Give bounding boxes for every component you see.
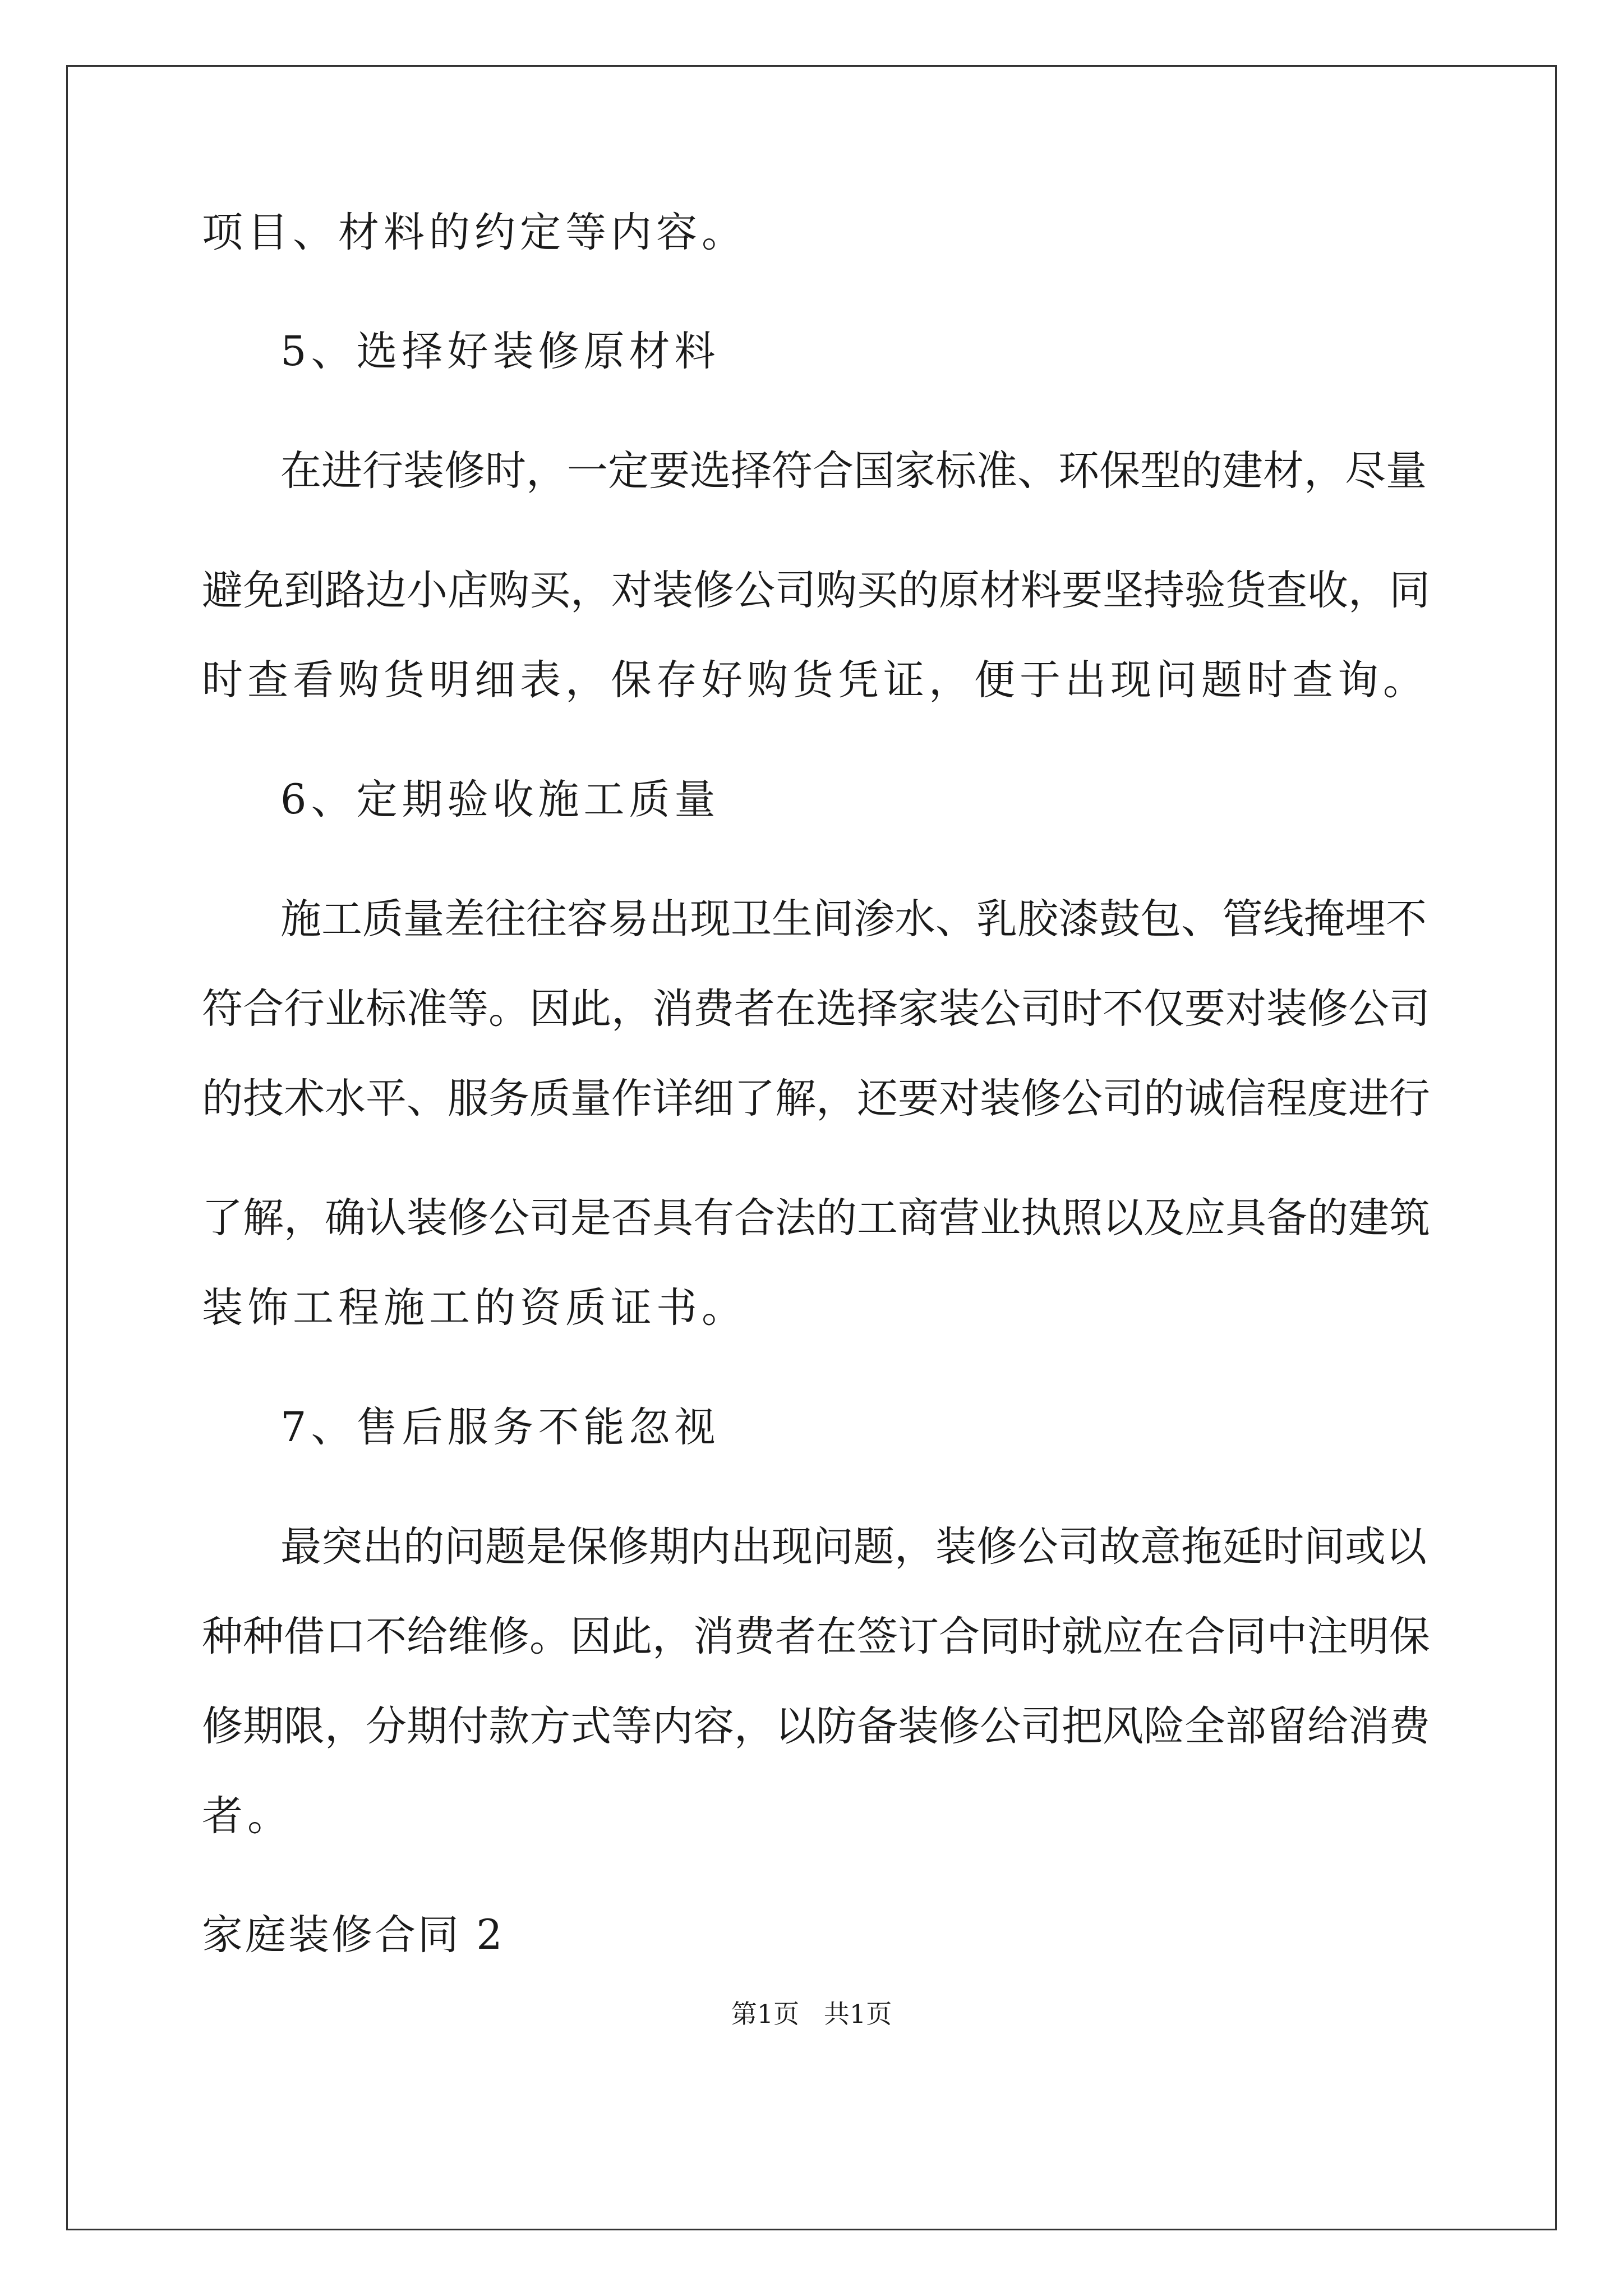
text-line: 种种借口不给维修。因此，消费者在签订合同时就应在合同中注明保 bbox=[202, 1613, 1430, 1660]
page-number: 第1页 共1页 bbox=[731, 1999, 892, 2029]
text-line: 项目、材料的约定等内容。 bbox=[202, 209, 747, 256]
text-line: 修期限，分期付款方式等内容，以防备装修公司把风险全部留给消费 bbox=[202, 1703, 1430, 1750]
section-heading: 5、选择好装修原材料 bbox=[280, 328, 720, 375]
text-line: 施工质量差往往容易出现卫生间渗水、乳胶漆鼓包、管线掩埋不 bbox=[280, 895, 1427, 943]
text-line: 时查看购货明细表，保存好购货凭证，便于出现问题时查询。 bbox=[202, 656, 1428, 704]
text-line: 者。 bbox=[202, 1792, 293, 1840]
document-title: 家庭装修合同 2 bbox=[202, 1911, 505, 1959]
text-line: 避免到路边小店购买，对装修公司购买的原材料要坚持验货查收，同 bbox=[202, 567, 1430, 614]
text-line: 了解，确认装修公司是否具有合法的工商营业执照以及应具备的建筑 bbox=[202, 1194, 1430, 1242]
text-line: 的技术水平、服务质量作详细了解，还要对装修公司的诚信程度进行 bbox=[202, 1075, 1430, 1122]
section-heading: 6、定期验收施工质量 bbox=[280, 776, 720, 823]
page-border bbox=[66, 65, 1557, 2230]
text-line: 符合行业标准等。因此，消费者在选择家装公司时不仅要对装修公司 bbox=[202, 985, 1430, 1033]
text-line: 装饰工程施工的资质证书。 bbox=[202, 1284, 747, 1332]
text-line: 在进行装修时，一定要选择符合国家标准、环保型的建材，尽量 bbox=[280, 447, 1427, 495]
section-heading: 7、售后服务不能忽视 bbox=[280, 1404, 720, 1451]
text-line: 最突出的问题是保修期内出现问题，装修公司故意拖延时间或以 bbox=[280, 1523, 1427, 1571]
